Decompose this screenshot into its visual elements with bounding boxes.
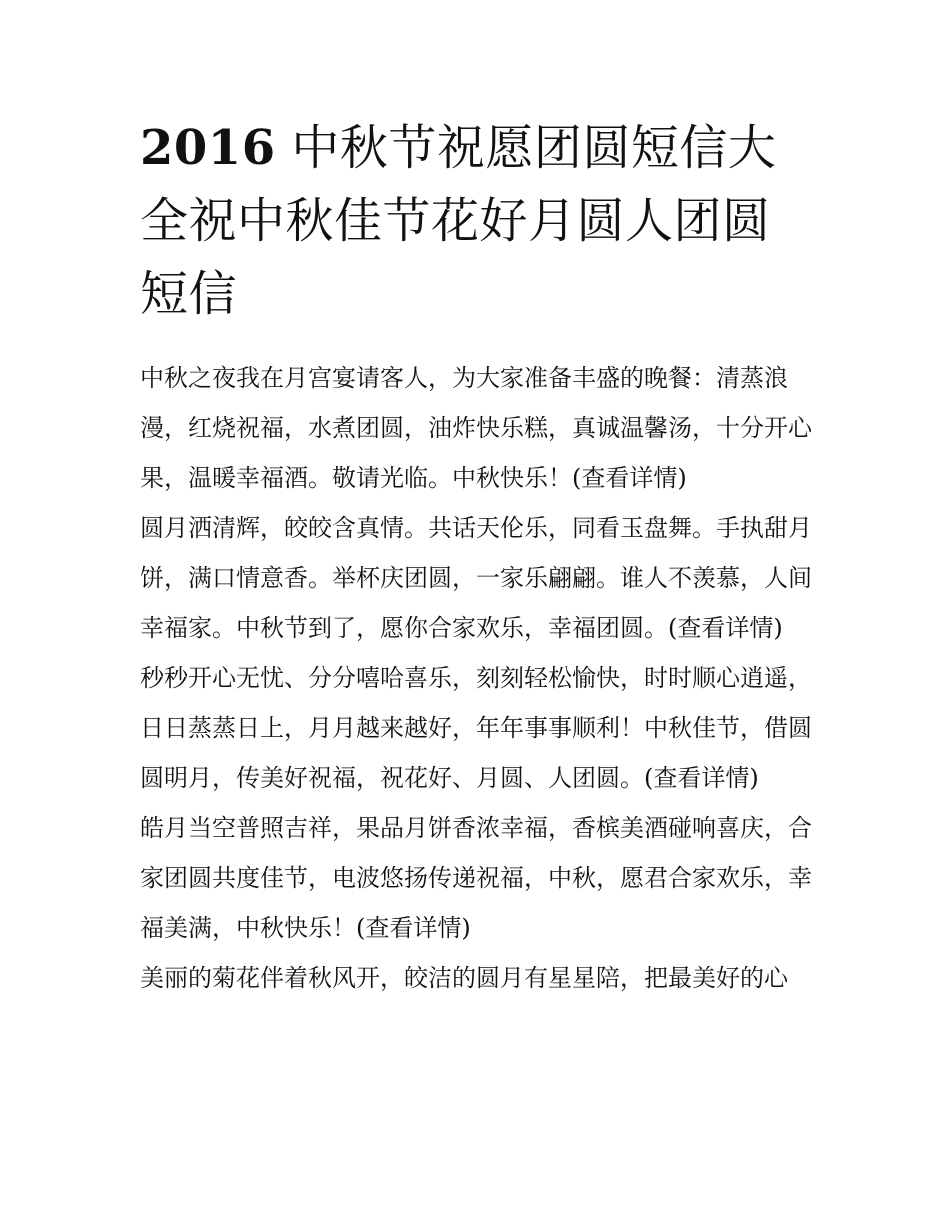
document-title (140, 112, 812, 331)
paragraph (140, 503, 812, 653)
view-details-link[interactable]: (查看详情) (356, 914, 471, 942)
paragraph-text: 美丽的菊花伴着秋风开，皎洁的圆月有星星陪，把最美好的心 (140, 964, 788, 992)
paragraph (140, 353, 812, 503)
paragraph-text: 中秋之夜我在月宫宴请客人，为大家准备丰盛的晚餐：清蒸浪漫，红烧祝福，水煮团圆，油炸快乐糕，真诚温馨汤，十分开心果，温暖幸福酒。敬请光临。中秋快乐！ (140, 364, 812, 492)
view-details-link[interactable]: (查看详情) (572, 464, 687, 492)
paragraph-text: 秒秒开心无忧、分分嘻哈喜乐，刻刻轻松愉快，时时顺心逍遥，日日蒸蒸日上，月月越来越好，年年事事顺利！中秋佳节，借圆圆明月，传美好祝福，祝花好、月圆、人团圆。 (140, 664, 812, 792)
document-page (140, 112, 812, 1003)
paragraph-text: 皓月当空普照吉祥，果品月饼香浓幸福，香槟美酒碰响喜庆，合家团圆共度佳节，电波悠扬传递祝福，中秋，愿君合家欢乐，幸福美满，中秋快乐！ (140, 814, 812, 942)
paragraph (140, 803, 812, 953)
view-details-link[interactable]: (查看详情) (668, 614, 783, 642)
paragraph (140, 953, 812, 1003)
paragraph-text: 圆月洒清辉，皎皎含真情。共话天伦乐，同看玉盘舞。手执甜月饼，满口情意香。举杯庆团圆，一家乐翩翩。谁人不羡慕，人间幸福家。中秋节到了，愿你合家欢乐，幸福团圆。 (140, 514, 812, 642)
view-details-link[interactable]: (查看详情) (644, 764, 759, 792)
title-text: 中秋节祝愿团圆短信大全祝中秋佳节花好月圆人团圆短信 (140, 120, 777, 322)
title-year: 2016 (140, 120, 276, 176)
paragraph (140, 653, 812, 803)
